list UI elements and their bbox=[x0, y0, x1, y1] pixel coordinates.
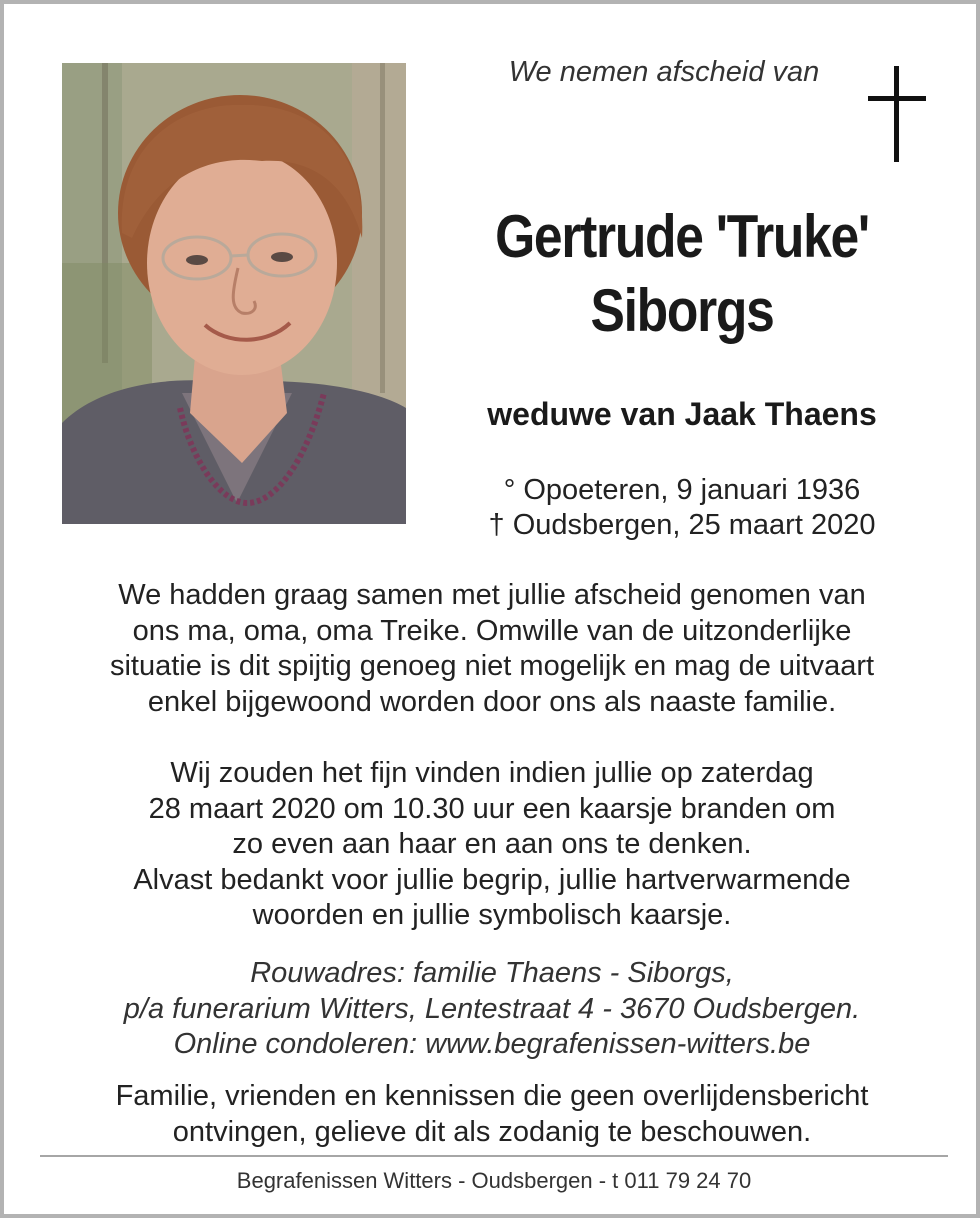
text-line: We hadden graag samen met jullie afscheid genomen van bbox=[118, 579, 866, 611]
text-line: zo even aan haar en aan ons te denken. bbox=[232, 828, 752, 860]
cross-icon bbox=[868, 66, 926, 162]
address-line: p/a funerarium Witters, Lentestraat 4 - 3670 Oudsbergen. bbox=[123, 992, 861, 1025]
portrait-photo bbox=[62, 63, 406, 524]
mourning-address bbox=[44, 956, 940, 1063]
text-line: ontvingen, gelieve dit als zodanig te beschouwen. bbox=[172, 1115, 812, 1148]
text-line: enkel bijgewoond worden door ons als naaste familie. bbox=[147, 685, 837, 718]
address-line: Rouwadres: familie Thaens - Siborgs, bbox=[250, 957, 734, 989]
text-line: ons ma, oma, oma Treike. Omwille van de uitzonderlijke bbox=[132, 614, 852, 647]
farewell-paragraph bbox=[44, 578, 940, 720]
candle-paragraph bbox=[44, 756, 940, 934]
notice-paragraph bbox=[44, 1079, 940, 1150]
text-line: Wij zouden het fijn vinden indien jullie op zaterdag bbox=[170, 757, 814, 789]
widow-line: weduwe van Jaak Thaens bbox=[487, 396, 877, 432]
life-dates bbox=[434, 473, 930, 543]
intro-line: We nemen afscheid van bbox=[508, 56, 820, 88]
text-line: woorden en jullie symbolisch kaarsje. bbox=[252, 899, 732, 931]
footer-divider bbox=[40, 1155, 948, 1157]
text-line: 28 maart 2020 om 10.30 uur een kaarsje branden om bbox=[148, 792, 836, 825]
death-date: † Oudsbergen, 25 maart 2020 bbox=[488, 509, 876, 541]
deceased-name bbox=[469, 200, 896, 348]
text-line: Alvast bedankt voor jullie begrip, jullie hartverwarmende bbox=[133, 863, 851, 896]
birth-date: ° Opoeteren, 9 januari 1936 bbox=[503, 474, 861, 506]
text-line: Familie, vrienden en kennissen die geen overlijdensbericht bbox=[115, 1080, 869, 1112]
name-line-2: Siborgs bbox=[590, 277, 774, 344]
condolence-link: Online condoleren: www.begrafenissen-witters.be bbox=[173, 1028, 811, 1060]
text-line: situatie is dit spijtig genoeg niet mogelijk en mag de uitvaart bbox=[109, 650, 875, 682]
funeral-home-footer: Begrafenissen Witters - Oudsbergen - t 011 79 24 70 bbox=[236, 1168, 752, 1193]
name-line-1: Gertrude 'Truke' bbox=[495, 203, 869, 270]
